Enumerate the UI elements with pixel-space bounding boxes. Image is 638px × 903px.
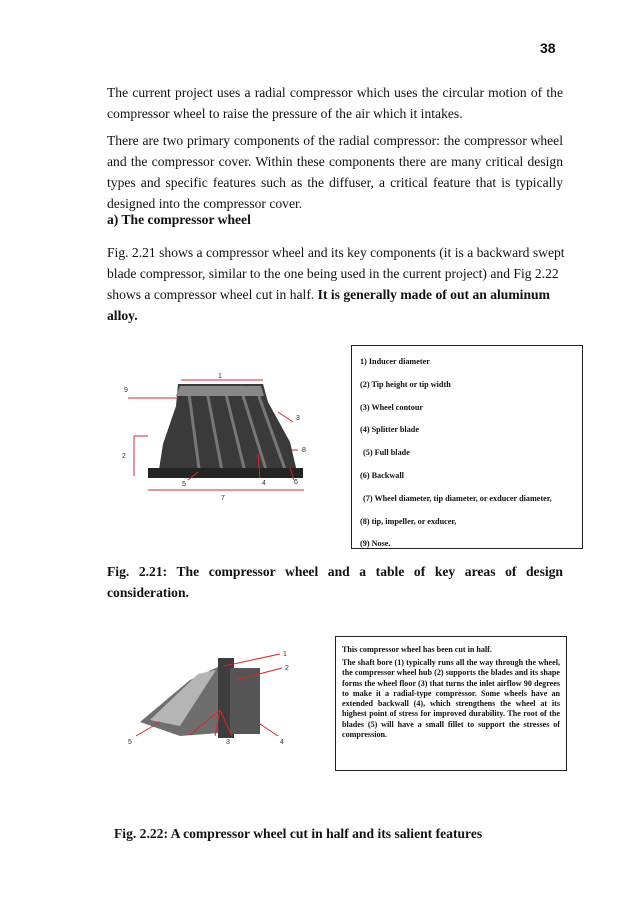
key-area-item: (3) Wheel contour <box>360 402 424 412</box>
paragraph-figures-bold: It is generally made of out an aluminum alloy. <box>107 287 550 323</box>
fig2-label-3: 3 <box>226 739 230 746</box>
fig1-label-1: 1 <box>218 373 222 380</box>
key-area-item: 1) Inducer diameter <box>360 357 430 366</box>
figure-2-22-caption: Fig. 2.22: A compressor wheel cut in half and its salient features <box>114 826 483 841</box>
fig2-label-1: 1 <box>283 651 287 658</box>
section-heading: a) The compressor wheel <box>107 212 251 227</box>
cut-wheel-box-title: This compressor wheel has been cut in half. <box>342 645 492 654</box>
paragraph-components: There are two primary components of the radial compressor: the compressor wheel and the compressor cover. Within these components there are many critical design types and specific features such as the diffuser, a critical feature that is typically designed into the compressor cover. <box>107 133 563 211</box>
fig1-label-9: 9 <box>124 387 128 394</box>
figure-2-21-caption: Fig. 2.21: The compressor wheel and a table of key areas of design consideration. <box>107 564 563 600</box>
fig1-label-5: 5 <box>182 481 186 488</box>
fig1-label-3: 3 <box>296 415 300 422</box>
fig1-label-6: 6 <box>294 479 298 486</box>
key-area-item: (2) Tip height or tip width <box>360 379 451 389</box>
compressor-wheel-cut-figure <box>120 640 320 750</box>
key-area-item: (6) Backwall <box>360 470 404 480</box>
wheel-highlight <box>176 386 264 396</box>
key-area-item: (5) Full blade <box>363 448 410 458</box>
key-area-item: (8) tip, impeller, or exducer, <box>360 516 457 526</box>
fig2-label-5: 5 <box>128 739 132 746</box>
key-area-item: (4) Splitter blade <box>360 425 419 435</box>
cut-wheel-box-body: The shaft bore (1) typically runs all the way through the wheel, the compressor wheel hub (2) supports the blades and its shape forms the wheel floor (3) that turns the inlet airflow 90 degrees to make it a radial-type compressor. Some wheels have an extended backwall (4), which strengthens the wheel at its highest point of stress for improved durability. The root of the blades (5) will have a small fillet to support the stresses of compression. <box>342 658 560 740</box>
fig1-label-7: 7 <box>221 495 225 502</box>
paragraph-figures-text: Fig. 2.21 shows a compressor wheel and its key components (it is a backward swept blade compressor, similar to the one being used in the current project) and Fig 2.22 shows a compressor wheel cut in half. <box>107 245 565 302</box>
key-area-item: (9) Nose. <box>360 539 391 549</box>
page-number: 38 <box>540 40 556 56</box>
fig1-label-4: 4 <box>262 480 266 487</box>
fig1-label-8: 8 <box>302 447 306 454</box>
paragraph-intro: The current project uses a radial compressor which uses the circular motion of the compressor wheel to raise the pressure of the air which it intakes. <box>107 85 563 121</box>
cut-wheel-description-box <box>335 636 567 771</box>
key-areas-table <box>351 345 583 549</box>
fig2-label-2: 2 <box>285 665 289 672</box>
paragraph-figures <box>107 242 577 326</box>
fig2-label-4: 4 <box>280 739 284 746</box>
compressor-wheel-figure <box>118 372 324 507</box>
fig1-label-2: 2 <box>122 453 126 460</box>
key-area-item: (7) Wheel diameter, tip diameter, or exducer diameter, <box>363 493 552 503</box>
wheel-backwall <box>148 468 303 478</box>
